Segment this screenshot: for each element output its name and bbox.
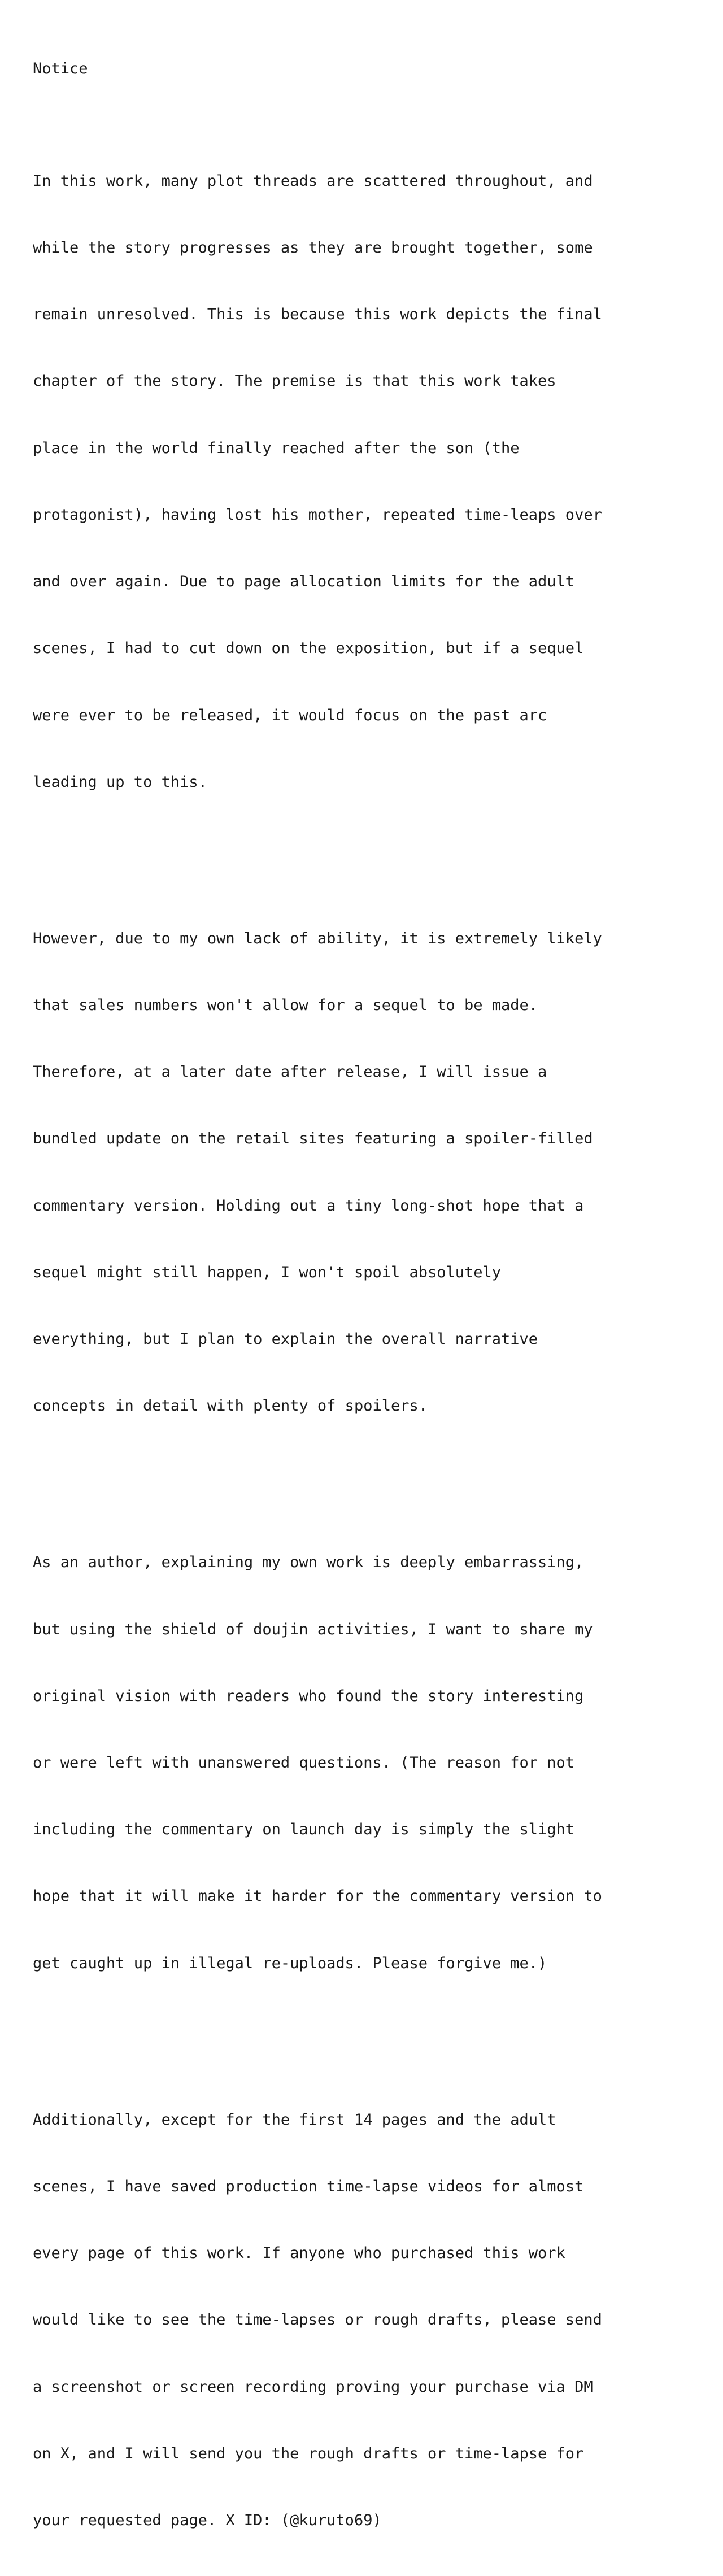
paragraph-1 (33, 125, 711, 838)
paragraph-line: remain unresolved. This is because this work depicts the final (33, 306, 602, 324)
paragraph-line: and over again. Due to page allocation limits for the adult (33, 573, 575, 591)
paragraph-line: Additionally, except for the first 14 pages and the adult (33, 2111, 556, 2129)
paragraph-line: everything, but I plan to explain the overall narrative (33, 1330, 538, 1348)
paragraph-2 (33, 883, 711, 1462)
paragraph-line: However, due to my own lack of ability, it is extremely likely (33, 929, 602, 947)
paragraph-line: protagonist), having lost his mother, repeated time-leaps over (33, 506, 602, 524)
paragraph-line: In this work, many plot threads are scattered throughout, and (33, 172, 593, 190)
paragraph-line: bundled update on the retail sites featuring a spoiler-filled (33, 1130, 593, 1148)
paragraph-line: commentary version. Holding out a tiny long-shot hope that a (33, 1196, 584, 1215)
paragraph-line: would like to see the time-lapses or rough drafts, please send (33, 2311, 602, 2329)
paragraph-3 (33, 1507, 711, 2019)
paragraph-line: As an author, explaining my own work is deeply embarrassing, (33, 1554, 584, 1572)
paragraph-line: concepts in detail with plenty of spoilers. (33, 1397, 428, 1415)
paragraph-line: scenes, I had to cut down on the exposition, but if a sequel (33, 639, 584, 658)
paragraph-line: that sales numbers won't allow for a sequel to be made. (33, 997, 538, 1015)
paragraph-line: your requested page. X ID: (@kuruto69) (33, 2512, 382, 2530)
paragraph-line: scenes, I have saved production time-lapse videos for almost (33, 2177, 584, 2195)
paragraph-line: chapter of the story. The premise is that this work takes (33, 372, 556, 390)
paragraph-line: hope that it will make it harder for the commentary version to (33, 1887, 602, 1905)
paragraph-line: or were left with unanswered questions. (The reason for not (33, 1754, 575, 1772)
paragraph-line: every page of this work. If anyone who purchased this work (33, 2244, 565, 2262)
paragraph-line: Therefore, at a later date after release, I will issue a (33, 1063, 547, 1081)
paragraph-line: original vision with readers who found the story interesting (33, 1687, 584, 1705)
paragraph-line: place in the world finally reached after the son (the (33, 439, 520, 457)
paragraph-line: sequel might still happen, I won't spoil absolutely (33, 1263, 502, 1281)
paragraph-line: including the commentary on launch day is simply the slight (33, 1821, 575, 1839)
paragraph-line: get caught up in illegal re-uploads. Please forgive me.) (33, 1954, 547, 1972)
paragraph-line: leading up to this. (33, 773, 207, 791)
notice-document (33, 58, 711, 2576)
paragraph-line: on X, and I will send you the rough drafts or time-lapse for (33, 2444, 584, 2462)
document-title: Notice (33, 60, 88, 77)
paragraph-line: were ever to be released, it would focus on the past arc (33, 706, 547, 724)
paragraph-line: a screenshot or screen recording proving your purchase via DM (33, 2378, 593, 2396)
paragraph-line: but using the shield of doujin activities, I want to share my (33, 1620, 593, 1638)
paragraph-4 (33, 2064, 711, 2576)
paragraph-line: while the story progresses as they are brought together, some (33, 239, 593, 257)
